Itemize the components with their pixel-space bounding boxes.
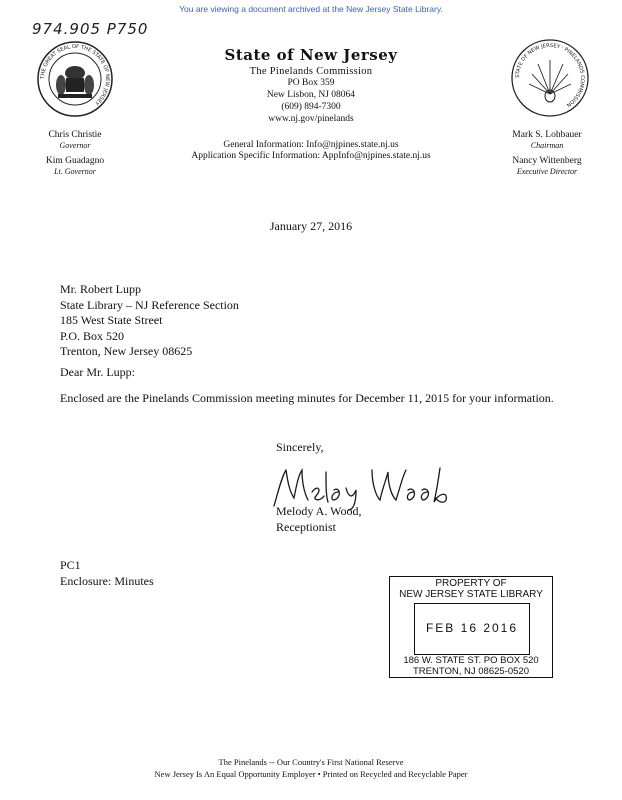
stamp-footer	[390, 656, 552, 677]
official-title: Governor	[59, 141, 91, 151]
recipient-line: 185 West State Street	[60, 313, 163, 327]
official-governor	[20, 130, 130, 151]
recipient-line: State Library – NJ Reference Section	[60, 297, 239, 312]
pinelands-commission-seal-icon	[510, 38, 590, 118]
letterhead-city: New Lisbon, NJ 08064	[266, 89, 356, 100]
stamp-line2: NEW JERSEY STATE LIBRARY	[399, 589, 543, 600]
recipient-line: Mr. Robert Lupp	[60, 282, 141, 296]
stamp-address1: 186 W. STATE ST. PO BOX 520	[403, 655, 539, 666]
typist-initials: PC1	[60, 558, 81, 572]
signer-name: Melody A. Wood,	[276, 504, 362, 518]
letterhead-state: State of New Jersey	[224, 46, 398, 64]
contact-info	[140, 140, 482, 163]
stamp-date: FEB 16 2016	[425, 621, 519, 635]
archive-banner: You are viewing a document archived at the New Jersey State Library.	[179, 4, 443, 14]
official-chairman	[492, 130, 602, 151]
letter-date: January 27, 2016	[269, 219, 353, 233]
official-lt-governor	[20, 156, 130, 177]
left-seal-text: THE GREAT SEAL OF THE STATE OF NEW JERSEY	[39, 43, 111, 106]
signer-block	[276, 504, 361, 535]
official-name: Chris Christie	[48, 130, 102, 140]
official-title: Lt. Governor	[54, 167, 96, 177]
stamp-line1: PROPERTY OF	[435, 578, 507, 589]
recipient-line: Trenton, New Jersey 08625	[60, 344, 193, 358]
footer-line1: The Pinelands -- Our Country's First National Reserve	[218, 757, 404, 767]
right-seal-text: STATE OF NEW JERSEY · PINELANDS COMMISSION	[514, 42, 586, 108]
stamp-address2: TRENTON, NJ 08625-0520	[413, 665, 529, 677]
application-info-email: Application Specific Information: AppInfo@njpines.state.nj.us	[191, 151, 431, 162]
letter-body: Enclosed are the Pinelands Commission meeting minutes for December 11, 2015 for your information.	[60, 391, 554, 405]
library-received-stamp	[389, 576, 553, 678]
stamp-header	[390, 578, 552, 600]
letterhead-po-box: PO Box 359	[287, 77, 335, 88]
official-executive-director	[492, 156, 602, 177]
official-title: Chairman	[530, 141, 564, 151]
letterhead-website: www.nj.gov/pinelands	[268, 113, 354, 124]
signer-title: Receptionist	[276, 519, 336, 534]
handwritten-catalog-number: 974.905 P750	[32, 20, 149, 38]
official-name: Nancy Wittenberg	[512, 156, 582, 166]
stamp-date-box	[414, 603, 530, 655]
letterhead-commission: The Pinelands Commission	[249, 65, 373, 77]
enclosure-note: Enclosure: Minutes	[60, 573, 154, 588]
official-name: Mark S. Lohbauer	[512, 130, 582, 140]
recipient-line: P.O. Box 520	[60, 328, 125, 343]
salutation: Dear Mr. Lupp:	[60, 365, 135, 379]
page-footer	[0, 756, 622, 780]
footer-line2: New Jersey Is An Equal Opportunity Employer • Printed on Recycled and Recyclable Paper	[154, 769, 468, 779]
general-info-email: General Information: Info@njpines.state.nj.us	[223, 140, 399, 150]
closing: Sincerely,	[276, 440, 324, 454]
letterhead-phone: (609) 894-7300	[281, 101, 341, 112]
official-name: Kim Guadagno	[45, 156, 105, 166]
official-title: Executive Director	[516, 167, 578, 177]
recipient-address	[60, 282, 239, 360]
reference-initials	[60, 558, 154, 589]
